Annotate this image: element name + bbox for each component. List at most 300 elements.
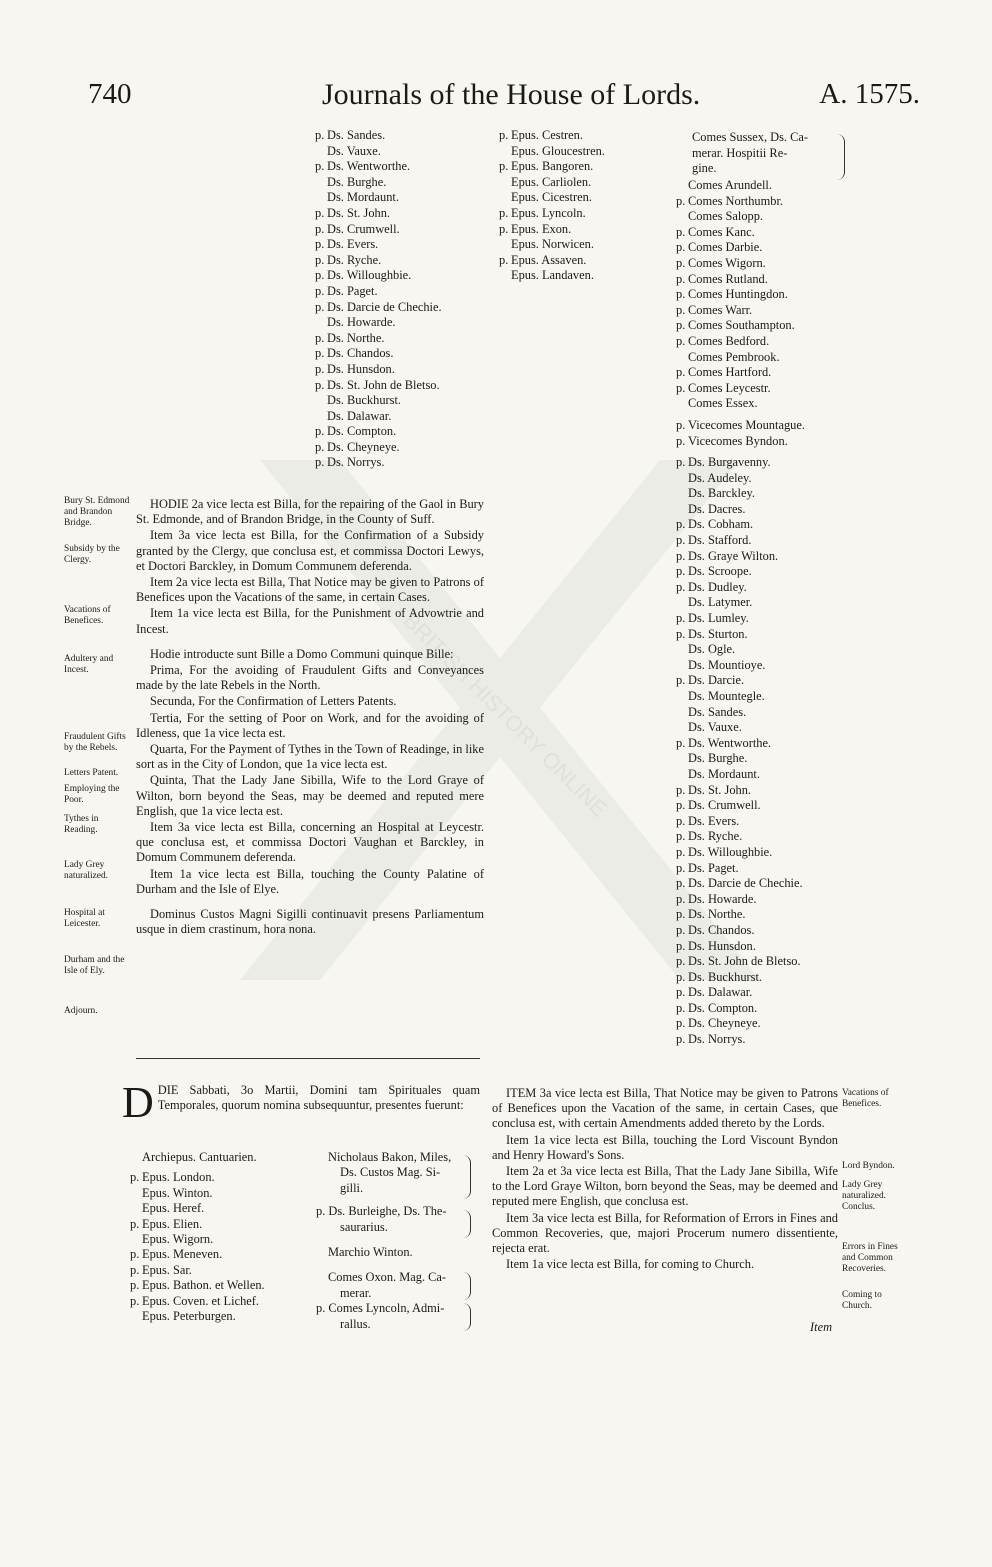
lord-name: Ds. Cheyneye. (688, 1016, 761, 1031)
lord-name: Epus. Cicestren. (511, 190, 592, 205)
lord-name: Comes Southampton. (688, 318, 795, 333)
list-row (676, 720, 805, 736)
saturday-proceedings (492, 1086, 838, 1273)
lord-name: Ds. Hunsdon. (327, 361, 395, 376)
margin-note: Letters Patent. (64, 768, 119, 778)
lord-name: Ds. St. John. (327, 205, 390, 220)
lord-name: Ds. Sturton. (688, 626, 748, 641)
list-row (499, 175, 605, 191)
list-row (676, 318, 805, 334)
margin-note: Adjourn. (64, 1006, 98, 1016)
list-row (676, 256, 805, 272)
presence-mark: p. (676, 985, 686, 1000)
lord-name: Ds. Hunsdon. (688, 938, 756, 953)
presence-mark: p. (676, 533, 686, 548)
list-row (499, 190, 605, 206)
presence-mark: p. (676, 844, 686, 859)
lord-name: Ds. Wentworthe. (688, 735, 772, 750)
body-paragraph: Item 3a vice lecta est Billa, for Reformation of Errors in Fines and Common Recoveries, que, majori Procerum numero dissentiente, rejecta erat. (492, 1210, 838, 1256)
margin-note: Employing the Poor. (64, 784, 120, 805)
presence-mark: p. (130, 1278, 140, 1293)
list-row (315, 315, 442, 331)
body-paragraph: Quarta, For the Payment of Tythes in the Town of Readinge, in like sort as in the City of London, que 1a vice lecta est. (136, 742, 484, 772)
body-paragraph: HODIE 2a vice lecta est Billa, for the repairing of the Gaol in Bury St. Edmonde, and of Brandon Bridge, in the County of Suff. (136, 497, 484, 527)
presence-mark: p. (676, 954, 686, 969)
lord-name: Ds. Willoughbie. (688, 844, 773, 859)
lord-name: Ds. Darcie de Chechie. (688, 876, 803, 891)
list-row (315, 175, 442, 191)
list-row (315, 440, 442, 456)
lord-name: Epus. Wigorn. (142, 1232, 214, 1247)
lord-name: Ds. Willoughbie. (327, 268, 412, 283)
catchword: Item (810, 1320, 833, 1334)
lord-name: Ds. Norrys. (688, 1032, 746, 1047)
list-row (315, 424, 442, 440)
lord-name: Epus. Landaven. (511, 268, 594, 283)
lord-name: Ds. Howarde. (688, 891, 757, 906)
list-row: merar. (340, 1285, 372, 1300)
lord-name: Ds. Latymer. (688, 595, 753, 610)
brace (462, 1155, 471, 1199)
body-paragraph: Item 2a et 3a vice lecta est Billa, That the Lady Jane Sibilla, Wife to the Lord Graye Wilton, born beyond the Seas, may be deemed and reputed mere English, que conclusa est. (492, 1164, 838, 1209)
presence-mark: p. (676, 782, 686, 797)
presence-mark: p. (499, 221, 509, 236)
list-row (499, 237, 605, 253)
list-row (499, 159, 605, 175)
list-row (676, 178, 805, 194)
lord-name: Ds. Crumwell. (688, 798, 761, 813)
presence-mark: p. (676, 829, 686, 844)
body-paragraph: Item 3a vice lecta est Billa, concerning an Hospital at Leycestr. que conclusa est, et commissa Doctori Vaughan et Barckley, in Domum Communem deferenda. (136, 820, 484, 865)
list-row: p. Ds. Burleighe, Ds. The- (316, 1204, 447, 1219)
list-row (676, 486, 805, 502)
list-row (315, 300, 442, 316)
lord-name: Ds. Lumley. (688, 611, 749, 626)
list-row (130, 1150, 265, 1165)
list-row: Comes Oxon. Mag. Ca- (328, 1270, 447, 1285)
list-row (315, 346, 442, 362)
body-paragraph: ITEM 3a vice lecta est Billa, That Notice may be given to Patrons of Benefices upon the Vacation of the same, in certain Cases, que conclusa est, with certain Amendments added thereto by the Lords. (492, 1086, 838, 1131)
lord-name: Comes Kanc. (688, 224, 755, 239)
list-row (676, 502, 805, 518)
presence-mark: p. (676, 813, 686, 828)
presence-mark: p. (676, 735, 686, 750)
list-row (676, 1016, 805, 1032)
list-row (130, 1217, 265, 1232)
lord-name: Ds. Cobham. (688, 517, 754, 532)
list-row: merar. Hospitii Re- (692, 145, 788, 160)
list-row (676, 751, 805, 767)
lord-name: Ds. Chandos. (688, 922, 755, 937)
lord-name: Epus. Meneven. (142, 1247, 223, 1262)
list-row (676, 876, 805, 892)
presence-mark: p. (676, 876, 686, 891)
presence-mark: p. (676, 611, 686, 626)
body-paragraph: Prima, For the avoiding of Fraudulent Gifts and Conveyances made by the late Rebels in the North. (136, 663, 484, 693)
list-row (315, 331, 442, 347)
list-row (676, 923, 805, 939)
list-row (676, 240, 805, 256)
list-row (676, 861, 805, 877)
list-row (130, 1247, 265, 1262)
list-row (130, 1232, 265, 1247)
list-row (315, 378, 442, 394)
lord-name: Ds. Buckhurst. (327, 393, 401, 408)
presence-mark: p. (315, 330, 325, 345)
body-paragraph: Secunda, For the Confirmation of Letters Patents. (150, 694, 397, 709)
lord-name: Ds. Crumwell. (327, 221, 400, 236)
presence-mark: p. (130, 1247, 140, 1262)
list-row (676, 798, 805, 814)
presence-mark: p. (676, 433, 686, 448)
list-row: Comes Sussex, Ds. Ca- (692, 130, 808, 144)
lord-name: Archiepus. Cantuarien. (142, 1150, 257, 1164)
list-row: Nicholaus Bakon, Miles, (328, 1150, 452, 1164)
list-row (499, 222, 605, 238)
lord-name: Ds. Vauxe. (688, 720, 742, 735)
list-row (676, 1032, 805, 1048)
lords-list-column-1 (315, 128, 442, 471)
body-paragraph: Dominus Custos Magni Sigilli continuavit presens Parliamentum usque in diem crastinum, hora nona. (136, 907, 484, 937)
lord-name: Ds. St. John. (688, 782, 751, 797)
lord-name: Ds. Compton. (688, 1000, 758, 1015)
presence-mark: p. (315, 221, 325, 236)
list-row (315, 206, 442, 222)
list-row (499, 268, 605, 284)
lord-name: Ds. Vauxe. (327, 143, 381, 158)
margin-note: Vacations of Benefices. (64, 605, 111, 626)
list-row (676, 970, 805, 986)
attendance-list-column-2 (316, 1150, 451, 1332)
presence-mark: p. (676, 333, 686, 348)
lord-name: Epus. Bangoren. (511, 159, 594, 174)
list-row: p. Comes Lyncoln, Admi- (316, 1301, 445, 1316)
lord-name: Ds. Paget. (688, 860, 739, 875)
lord-name: Ds. Dalawar. (688, 985, 753, 1000)
watermark-text: BRITISH HISTORY ONLINE (398, 607, 613, 822)
lord-name: Comes Warr. (688, 302, 753, 317)
list-row (676, 381, 805, 397)
brace (836, 134, 845, 180)
presence-mark: p. (676, 673, 686, 688)
list-row (676, 434, 805, 450)
margin-note: Durham and the Isle of Ely. (64, 955, 125, 976)
brace (462, 1272, 471, 1300)
list-row (676, 471, 805, 487)
lord-name: Ds. Dalawar. (327, 408, 392, 423)
list-row (130, 1201, 265, 1216)
brace (462, 1303, 471, 1331)
list-row (315, 455, 442, 471)
lord-name: Epus. Lyncoln. (511, 205, 586, 220)
presence-mark: p. (676, 891, 686, 906)
page-number: 740 (88, 78, 132, 110)
lord-name: Comes Huntingdon. (688, 287, 788, 302)
list-row (676, 939, 805, 955)
lord-name: Epus. Peterburgen. (142, 1309, 236, 1324)
presence-mark: p. (315, 424, 325, 439)
list-row (676, 194, 805, 210)
list-row: Ds. Custos Mag. Si- (340, 1165, 441, 1180)
presence-mark: p. (315, 455, 325, 470)
list-row: saurarius. (340, 1219, 388, 1234)
margin-note: Lady Grey naturalized. (64, 860, 108, 881)
lord-name: Epus. London. (142, 1170, 215, 1185)
presence-mark: p. (499, 252, 509, 267)
list-row (315, 190, 442, 206)
lord-name: Comes Pembrook. (688, 349, 780, 364)
lord-name: Epus. Norwicen. (511, 237, 594, 252)
list-row (315, 222, 442, 238)
lord-name: Ds. Howarde. (327, 315, 396, 330)
lord-name: Ds. Scroope. (688, 564, 752, 579)
lord-name: Ds. Mountegle. (688, 689, 765, 703)
sabbati-heading-text: DIE Sabbati, 3o Martii, Domini tam Spirituales quam Temporales, quorum nomina subsequuntur, presentes fuerunt: (157, 1083, 480, 1113)
presence-mark: p. (676, 969, 686, 984)
lord-name: Comes Essex. (688, 396, 758, 411)
lord-name: Ds. Burghe. (327, 174, 387, 189)
lord-name: Epus. Carliolen. (511, 174, 592, 189)
lord-name: Epus. Winton. (142, 1185, 213, 1200)
list-row (676, 595, 805, 611)
section-divider (136, 1058, 480, 1059)
lord-name: Ds. Cheyneye. (327, 439, 400, 454)
presence-mark: p. (315, 159, 325, 174)
presence-mark: p. (676, 564, 686, 579)
list-row (130, 1186, 265, 1201)
lord-name: Vicecomes Byndon. (688, 433, 788, 448)
margin-note: Bury St. Edmond and Brandon Bridge. (64, 496, 130, 528)
list-row (676, 287, 805, 303)
list-row (676, 814, 805, 830)
list-row (315, 393, 442, 409)
lord-name: Epus. Coven. et Lichef. (142, 1293, 259, 1308)
list-row (676, 783, 805, 799)
lord-name: Ds. Wentworthe. (327, 159, 411, 174)
presence-mark: p. (676, 193, 686, 208)
body-paragraph: Item 2a vice lecta est Billa, That Notice may be given to Patrons of Benefices upon the Vacations of the same, in certain Cases. (136, 575, 484, 605)
list-row (315, 268, 442, 284)
lord-name: Ds. Ryche. (327, 252, 382, 267)
list-row (676, 892, 805, 908)
margin-note: Fraudulent Gifts by the Rebels. (64, 732, 126, 753)
lord-name: Ds. Evers. (327, 237, 379, 252)
list-row (676, 517, 805, 533)
list-row (499, 206, 605, 222)
lord-name: Epus. Elien. (142, 1216, 203, 1231)
lord-name: Ds. Darcie. (688, 673, 745, 688)
lord-name: Ds. Northe. (688, 907, 746, 922)
list-row (315, 284, 442, 300)
lord-name: Epus. Exon. (511, 221, 572, 236)
list-row (676, 611, 805, 627)
margin-note: Tythes in Reading. (64, 814, 99, 835)
lord-name: Comes Wigorn. (688, 255, 766, 270)
lord-name: Ds. Compton. (327, 424, 397, 439)
lord-name: Epus. Cestren. (511, 128, 583, 142)
list-row (676, 564, 805, 580)
lord-name: Ds. Sandes. (688, 704, 747, 719)
list-row (676, 1001, 805, 1017)
presence-mark: p. (676, 907, 686, 922)
body-paragraph: Item 3a vice lecta est Billa, for the Confirmation of a Subsidy granted by the Clergy, que conclusa est, et commissa Doctori Lewys, et Doctori Barckley, in Domum Communem deferenda. (136, 528, 484, 573)
list-row (676, 272, 805, 288)
lord-name: Ds. St. John de Bletso. (327, 377, 440, 392)
presence-mark: p. (676, 455, 686, 470)
list-row (676, 829, 805, 845)
lord-name: Ds. Ryche. (688, 829, 743, 844)
presence-mark: p. (315, 377, 325, 392)
list-row (676, 396, 805, 412)
body-paragraph: Item 1a vice lecta est Billa, for coming to Church. (506, 1257, 755, 1272)
list-row (315, 362, 442, 378)
body-paragraph: Item 1a vice lecta est Billa, touching the Lord Viscount Byndon and Henry Howard's Sons. (492, 1132, 838, 1162)
lord-name: Ds. Northe. (327, 330, 385, 345)
list-row (676, 736, 805, 752)
main-body-text (136, 497, 484, 938)
list-row (676, 642, 805, 658)
list-row (676, 209, 805, 225)
presence-mark: p. (315, 268, 325, 283)
lord-name: Ds. Burgavenny. (688, 455, 771, 470)
margin-note: Lady Grey naturalized. Conclus. (842, 1180, 886, 1212)
presence-mark: p. (676, 1000, 686, 1015)
list-row (315, 253, 442, 269)
presence-mark: p. (499, 205, 509, 220)
lord-name: Ds. Stafford. (688, 533, 752, 548)
presence-mark: p. (676, 548, 686, 563)
presence-mark: p. (499, 128, 509, 142)
list-row (676, 549, 805, 565)
presence-mark: p. (676, 798, 686, 813)
list-row (676, 225, 805, 241)
lord-name: Comes Arundell. (688, 178, 772, 192)
list-row (676, 365, 805, 381)
lords-list-column-3-head (692, 130, 808, 177)
presence-mark: p. (676, 224, 686, 239)
list-row (499, 253, 605, 269)
list-row (499, 144, 605, 160)
lord-name: Comes Salopp. (688, 209, 764, 224)
presence-mark: p. (315, 346, 325, 361)
lord-name: Ds. Darcie de Chechie. (327, 299, 442, 314)
lord-name: Comes Rutland. (688, 271, 768, 286)
lord-name: Ds. Dacres. (688, 501, 746, 516)
list-row (676, 767, 805, 783)
presence-mark: p. (676, 287, 686, 302)
presence-mark: p. (130, 1262, 140, 1277)
lord-name: Ds. Barckley. (688, 486, 755, 501)
body-paragraph: Tertia, For the setting of Poor on Work, and for the avoiding of Idleness, que 1a vice lecta est. (136, 710, 484, 740)
body-paragraph: Item 1a vice lecta est Billa, for the Punishment of Advowtrie and Incest. (136, 606, 484, 636)
lords-list-column-3 (676, 178, 805, 1048)
presence-mark: p. (676, 271, 686, 286)
list-row (676, 580, 805, 596)
lord-name: Ds. Ogle. (688, 642, 736, 657)
lords-list-column-2 (499, 128, 605, 284)
lord-name: Epus. Assaven. (511, 252, 587, 267)
lord-name: Ds. Burghe. (688, 751, 748, 766)
list-row: Marchio Winton. (328, 1245, 413, 1260)
list-row (676, 673, 805, 689)
list-row (676, 845, 805, 861)
body-paragraph: Quinta, That the Lady Jane Sibilla, Wife to the Lord Graye of Wilton, born beyond the Seas, may be deemed and reputed mere English, que 1a vice lecta est. (136, 773, 484, 818)
list-row (676, 455, 805, 471)
list-row (130, 1170, 265, 1185)
list-row (676, 533, 805, 549)
list-row (315, 237, 442, 253)
margin-note: Adultery and Incest. (64, 654, 114, 675)
lord-name: Ds. Graye Wilton. (688, 548, 779, 563)
list-row (130, 1278, 265, 1293)
body-paragraph: Item 1a vice lecta est Billa, touching the County Palatine of Durham and the Isle of Elye. (136, 866, 484, 896)
page-year: A. 1575. (819, 78, 920, 110)
lord-name: Comes Northumbr. (688, 193, 783, 208)
list-row (315, 159, 442, 175)
brace (462, 1210, 471, 1238)
presence-mark: p. (676, 255, 686, 270)
presence-mark: p. (676, 417, 686, 432)
presence-mark: p. (315, 237, 325, 252)
list-row (315, 144, 442, 160)
margin-note: Lord Byndon. (842, 1161, 895, 1171)
list-row (676, 907, 805, 923)
presence-mark: p. (130, 1170, 140, 1185)
list-row (676, 985, 805, 1001)
presence-mark: p. (676, 1032, 686, 1047)
margin-note: Subsidy by the Clergy. (64, 544, 120, 565)
lord-name: Ds. Sandes. (327, 128, 386, 142)
presence-mark: p. (315, 439, 325, 454)
lord-name: Ds. Paget. (327, 283, 378, 298)
presence-mark: p. (315, 252, 325, 267)
lord-name: Comes Darbie. (688, 240, 763, 255)
list-row (130, 1263, 265, 1278)
lord-name: Epus. Gloucestren. (511, 143, 605, 158)
list-row (676, 954, 805, 970)
presence-mark: p. (676, 1016, 686, 1031)
lord-name: Ds. Dudley. (688, 579, 747, 594)
margin-note: Errors in Fines and Common Recoveries. (842, 1242, 898, 1274)
presence-mark: p. (676, 517, 686, 532)
list-row (315, 409, 442, 425)
lord-name: Epus. Bathon. et Wellen. (142, 1278, 265, 1293)
lord-name: Ds. Buckhurst. (688, 969, 762, 984)
presence-mark: p. (315, 361, 325, 376)
presence-mark: p. (315, 205, 325, 220)
sabbati-heading (122, 1078, 480, 1127)
list-row (676, 689, 805, 705)
list-row (676, 303, 805, 319)
lord-name: Comes Hartford. (688, 365, 772, 380)
lord-name: Ds. Mountioye. (688, 657, 766, 672)
lord-name: Ds. Norrys. (327, 455, 385, 470)
presence-mark: p. (315, 283, 325, 298)
presence-mark: p. (676, 318, 686, 333)
presence-mark: p. (676, 922, 686, 937)
margin-note: Hospital at Leicester. (64, 908, 105, 929)
presence-mark: p. (676, 302, 686, 317)
lord-name: Ds. St. John de Bletso. (688, 954, 801, 969)
lord-name: Comes Bedford. (688, 333, 770, 348)
list-row (676, 627, 805, 643)
lord-name: Comes Leycestr. (688, 380, 771, 395)
presence-mark: p. (315, 128, 325, 142)
page-title: Journals of the House of Lords. (322, 78, 701, 111)
list-row: gilli. (340, 1180, 364, 1195)
list-row (499, 128, 605, 144)
list-row: rallus. (340, 1316, 371, 1331)
